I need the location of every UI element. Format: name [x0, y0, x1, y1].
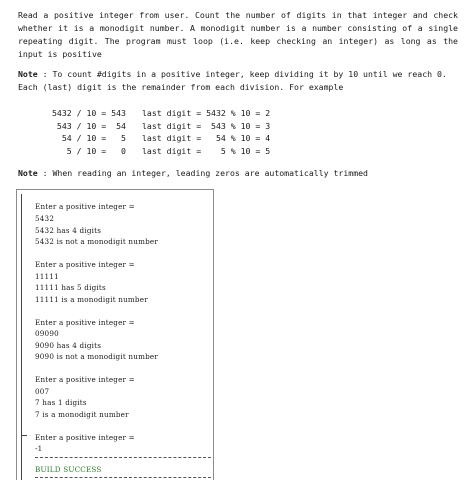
example-division: 5432 / 10 = 543 — [52, 108, 126, 118]
input-marker — [22, 435, 27, 436]
console-line: 5432 is not a monodigit number — [35, 237, 158, 246]
note-label: Note — [18, 69, 38, 79]
example-division: 543 / 10 = 54 — [52, 120, 126, 131]
console-line: Enter a positive integer = — [35, 260, 135, 269]
example-row — [52, 132, 270, 145]
output-console[interactable] — [16, 189, 214, 480]
example-last-digit: last digit = 5 % 10 = 5 — [142, 145, 271, 156]
problem-description: Read a positive integer from user. Count the number of digits in that integer and check whether it is a monodigit number. A monodigit number is a number consisting of a single repeating digit. The program must loop (i.e. keep checking an integer) as long as the input is positive — [18, 10, 458, 59]
build-status: BUILD SUCCESS — [35, 465, 102, 474]
note-text: : To count #digits in a positive integer, keep dividing it by 10 until we reach 0. Each (last) digit is the remainder from each division. For example — [18, 69, 447, 92]
example-last-digit: last digit = 54 % 10 = 4 — [142, 133, 271, 143]
console-line: -1 — [35, 444, 43, 453]
console-line: 5432 — [35, 214, 55, 223]
example-row — [52, 107, 270, 120]
note-text: : When reading an integer, leading zeros are automatically trimmed — [37, 168, 368, 178]
console-line: Enter a positive integer = — [35, 375, 135, 384]
console-output-area — [21, 194, 210, 480]
separator-line — [35, 477, 211, 478]
division-examples — [52, 107, 270, 157]
separator-line — [35, 457, 211, 458]
console-line: 11111 is a monodigit number — [35, 295, 148, 304]
example-row — [52, 120, 270, 133]
note-label: Note — [18, 168, 38, 178]
console-line: Enter a positive integer = — [35, 202, 135, 211]
console-line: 007 — [35, 387, 50, 396]
console-line: 11111 — [35, 272, 59, 281]
example-division: 54 / 10 = 5 — [52, 133, 126, 143]
note-digits — [18, 68, 458, 94]
console-line: 5432 has 4 digits — [35, 226, 102, 235]
console-line: 9090 has 4 digits — [35, 341, 102, 350]
console-line: Enter a positive integer = — [35, 318, 135, 327]
console-line: 7 has 1 digits — [35, 398, 87, 407]
note-leading-zeros — [18, 167, 458, 180]
console-line: Enter a positive integer = — [35, 433, 135, 442]
console-line: 09090 — [35, 329, 59, 338]
example-last-digit: last digit = 543 % 10 = 3 — [142, 120, 271, 131]
console-line: 7 is a monodigit number — [35, 410, 129, 419]
example-row — [52, 145, 270, 158]
example-division: 5 / 10 = 0 — [52, 145, 126, 156]
example-last-digit: last digit = 5432 % 10 = 2 — [142, 108, 271, 118]
console-line: 11111 has 5 digits — [35, 283, 106, 292]
console-line: 9090 is not a monodigit number — [35, 352, 158, 361]
